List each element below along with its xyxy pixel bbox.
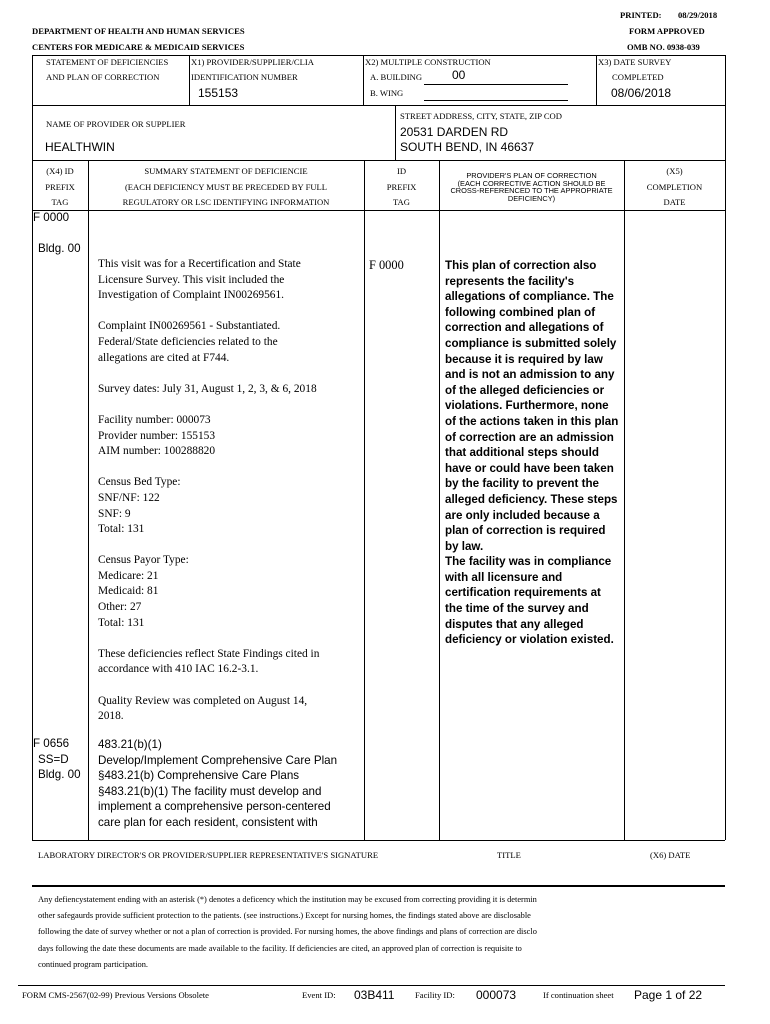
summary-line: SNF/NF: 122	[98, 491, 160, 504]
summary-paragraph	[98, 382, 319, 398]
summary-line: Total: 131	[98, 523, 145, 536]
x3-label: X3) DATE SURVEY	[598, 57, 672, 67]
printed-label: PRINTED:	[620, 10, 662, 20]
address-label: STREET ADDRESS, CITY, STATE, ZIP COD	[400, 111, 562, 121]
summary-line: Quality Review was completed on August 14,	[98, 694, 308, 707]
f656-line: §483.21(b)(1) The facility must develop and	[98, 784, 322, 798]
address-line1: 20531 DARDEN RD	[400, 125, 509, 139]
disclaimer-line: days following the date these documents are made available to the facility. If deficiencies are cited, an approved plan of correction is requisite to	[38, 943, 522, 953]
plan-line: by the facility to prevent the	[445, 477, 599, 491]
summary-paragraph	[98, 694, 319, 725]
title-label: TITLE	[497, 850, 521, 860]
building-label: A. BUILDING	[370, 72, 423, 82]
provider-name-value: HEALTHWIN	[45, 140, 115, 154]
plan-line: disputes that any alleged	[445, 617, 584, 631]
plan-line: allegations of compliance. The	[445, 290, 614, 304]
disclaimer	[38, 892, 537, 973]
plan-line: of correction are an admission	[445, 430, 614, 444]
header-divider-2	[363, 55, 364, 105]
summary-paragraph	[98, 647, 319, 678]
plan-line: are only included because a	[445, 508, 600, 522]
summary-line: 2018.	[98, 710, 124, 723]
tag-f0656: F 0656	[33, 737, 70, 750]
summary-line: AIM number: 100288820	[98, 445, 216, 458]
plan-line: plan of correction is required	[445, 524, 606, 538]
disclaimer-line: other safegaurds provide sufficient protection to the patients. (see instructions.) Except for nursing homes, the findings stated above are disclosable	[38, 911, 531, 921]
tag-ssd: SS=D	[38, 753, 69, 766]
building-value: 00	[452, 68, 466, 82]
summary-line: Survey dates: July 31, August 1, 2, 3, & 6, 2018	[98, 382, 317, 395]
page-number: Page 1 of 22	[634, 988, 703, 1002]
x5-header-3: DATE	[663, 197, 686, 207]
header-left-rule	[32, 55, 33, 105]
f656-line: implement a comprehensive person-centered	[98, 800, 331, 814]
summary-line: These deficiencies reflect State Findings cited in	[98, 647, 320, 660]
header-mid-rule	[32, 105, 725, 106]
provider-id-value: 155153	[198, 86, 239, 100]
id-header-1: ID	[396, 166, 407, 176]
plan-id-tag: F 0000	[369, 258, 404, 272]
plan-line: represents the facility's	[445, 274, 575, 288]
disclaimer-line: continued program participation.	[38, 959, 149, 969]
provider-name-label: NAME OF PROVIDER OR SUPPLIER	[46, 119, 186, 129]
plan-line: of the actions taken in this plan	[445, 414, 619, 428]
x1-sub-label: IDENTIFICATION NUMBER	[191, 72, 298, 82]
omb-number: OMB NO. 0938-039	[627, 42, 700, 52]
plan-line: deficiency or violation existed.	[445, 633, 614, 647]
plan-line: compliance is submitted solely	[445, 336, 617, 350]
event-id-label: Event ID:	[302, 990, 336, 1000]
signature-bottom-rule	[32, 885, 725, 887]
plan-line: with all licensure and	[445, 570, 563, 584]
plan-line: that additional steps should	[445, 446, 599, 460]
summary-line: Federal/State deficiencies related to the	[98, 335, 278, 348]
plan-of-correction	[445, 258, 618, 648]
body-divider-4	[624, 210, 625, 840]
tag-bldg-2: Bldg. 00	[38, 768, 81, 781]
tag-f0000: F 0000	[33, 211, 70, 224]
facility-id-label: Facility ID:	[415, 990, 455, 1000]
plan-line: This plan of correction also	[445, 259, 597, 272]
body-divider-2	[364, 210, 365, 840]
body-divider-3	[439, 210, 440, 840]
body-right-rule	[725, 210, 726, 840]
plan-label: AND PLAN OF CORRECTION	[46, 72, 160, 82]
facility-id-value: 000073	[476, 988, 517, 1002]
x4-header-2: PREFIX	[45, 182, 75, 192]
summary-line: Medicaid: 81	[98, 585, 159, 598]
plan-header	[439, 172, 624, 202]
summary-header-3: REGULATORY OR LSC IDENTIFYING INFORMATION	[122, 197, 330, 207]
summary-line: Investigation of Complaint IN00269561.	[98, 289, 285, 302]
printed-date: 08/29/2018	[678, 10, 718, 20]
f656-line: care plan for each resident, consistent with	[98, 815, 318, 829]
summary-paragraph	[98, 257, 319, 304]
plan-header-2: (EACH CORRECTIVE ACTION SHOULD BE	[457, 178, 606, 188]
f656-line: §483.21(b) Comprehensive Care Plans	[98, 769, 300, 783]
header-divider-3	[596, 55, 597, 105]
footer-rule	[18, 985, 725, 986]
plan-line: following combined plan of	[445, 305, 596, 319]
plan-line: certification requirements at	[445, 586, 601, 600]
colhdr-right-rule	[725, 160, 726, 210]
statement-label: STATEMENT OF DEFICIENCIES	[46, 57, 169, 67]
x2-label: X2) MULTIPLE CONSTRUCTION	[365, 57, 491, 67]
x3-sub-label: COMPLETED	[612, 72, 664, 82]
form-approved: FORM APPROVED	[629, 26, 705, 36]
f656-line: 483.21(b)(1)	[98, 738, 162, 751]
plan-line: by law.	[445, 539, 484, 553]
address-line2: SOUTH BEND, IN 46637	[400, 140, 535, 154]
plan-line: of the alleged deficiencies or	[445, 383, 605, 397]
header-divider-1	[189, 55, 190, 105]
summary-line: Total: 131	[98, 616, 145, 629]
body-bottom-rule	[32, 840, 725, 841]
id-header-2: PREFIX	[386, 182, 417, 192]
summary-line: Census Payor Type:	[98, 554, 189, 567]
x1-label: X1) PROVIDER/SUPPLIER/CLIA	[191, 57, 314, 67]
summary-line: Medicare: 21	[98, 569, 159, 582]
id-header-3: TAG	[393, 197, 410, 207]
provider-right-rule	[725, 105, 726, 160]
colhdr-bottom-rule	[32, 210, 725, 211]
summary-line: accordance with 410 IAC 16.2-3.1.	[98, 663, 259, 676]
continuation-label: If continuation sheet	[543, 990, 614, 1000]
plan-header-1: PROVIDER'S PLAN OF CORRECTION	[466, 171, 597, 180]
building-underline	[424, 84, 568, 85]
summary-line: Census Bed Type:	[98, 476, 181, 489]
f656-line: Develop/Implement Comprehensive Care Plan	[98, 753, 338, 767]
plan-line: correction and allegations of	[445, 321, 604, 335]
disclaimer-line: following the date of survey whether or not a plan of correction is provided. For nursing homes, the above findings and plans of correction are disclo	[38, 927, 537, 937]
survey-date-value: 08/06/2018	[611, 86, 672, 100]
f656-statement	[98, 737, 337, 831]
provider-divider	[395, 105, 396, 160]
form-number: FORM CMS-2567(02-99) Previous Versions Obsolete	[22, 990, 209, 1000]
summary-line: Complaint IN00269561 - Substantiated.	[98, 320, 281, 333]
summary-paragraph	[98, 413, 319, 460]
x5-header-2: COMPLETION	[646, 182, 703, 192]
header-right-rule	[725, 55, 726, 105]
x4-header-1: (X4) ID	[46, 166, 74, 176]
summary-statement	[98, 257, 319, 725]
centers-title: CENTERS FOR MEDICARE & MEDICAID SERVICES	[32, 42, 245, 52]
summary-line: This visit was for a Recertification and State	[98, 258, 301, 270]
plan-line: because it is required by law	[445, 352, 603, 366]
plan-line: The facility was in compliance	[445, 555, 612, 569]
summary-header-1: SUMMARY STATEMENT OF DEFICIENCIE	[144, 166, 308, 176]
wing-underline	[424, 100, 568, 101]
plan-line: and is not an admission to any	[445, 368, 615, 382]
summary-line: Facility number: 000073	[98, 413, 211, 426]
summary-line: allegations are cited at F744.	[98, 351, 230, 364]
summary-paragraph	[98, 553, 319, 631]
x6-date-label: (X6) DATE	[650, 850, 691, 860]
summary-line: Provider number: 155153	[98, 429, 216, 442]
plan-line: have or could have been taken	[445, 461, 614, 475]
summary-paragraph	[98, 475, 319, 537]
x4-header-3: TAG	[51, 197, 69, 207]
plan-line: alleged deficiency. These steps	[445, 492, 618, 506]
plan-header-3: CROSS-REFERENCED TO THE APPROPRIATE	[450, 186, 613, 196]
header-top-rule	[32, 55, 725, 56]
event-id-value: 03B411	[354, 988, 395, 1002]
provider-left-rule	[32, 105, 33, 160]
signature-label: LABORATORY DIRECTOR'S OR PROVIDER/SUPPLIER REPRESENTATIVE'S SIGNATURE	[38, 850, 379, 860]
body-divider-1	[88, 210, 89, 840]
disclaimer-line: Any defiencystatement ending with an asterisk (*) denotes a deficency which the institution may be excused from correcting providing it is determin	[38, 895, 537, 904]
department-title: DEPARTMENT OF HEALTH AND HUMAN SERVICES	[32, 26, 245, 36]
x5-header-1: (X5)	[666, 166, 683, 176]
wing-label: B. WING	[370, 88, 404, 98]
provider-bottom-rule	[32, 160, 725, 161]
summary-header-2: (EACH DEFICIENCY MUST BE PRECEDED BY FULL	[124, 182, 328, 192]
plan-header-4: DEFICIENCY)	[507, 193, 556, 203]
plan-line: violations. Furthermore, none	[445, 399, 609, 413]
summary-line: Other: 27	[98, 601, 142, 614]
plan-line: the time of the survey and	[445, 602, 589, 616]
summary-line: SNF: 9	[98, 507, 131, 520]
summary-line: Licensure Survey. This visit included the	[98, 273, 285, 286]
summary-paragraph	[98, 319, 319, 366]
tag-bldg-1: Bldg. 00	[38, 242, 81, 255]
